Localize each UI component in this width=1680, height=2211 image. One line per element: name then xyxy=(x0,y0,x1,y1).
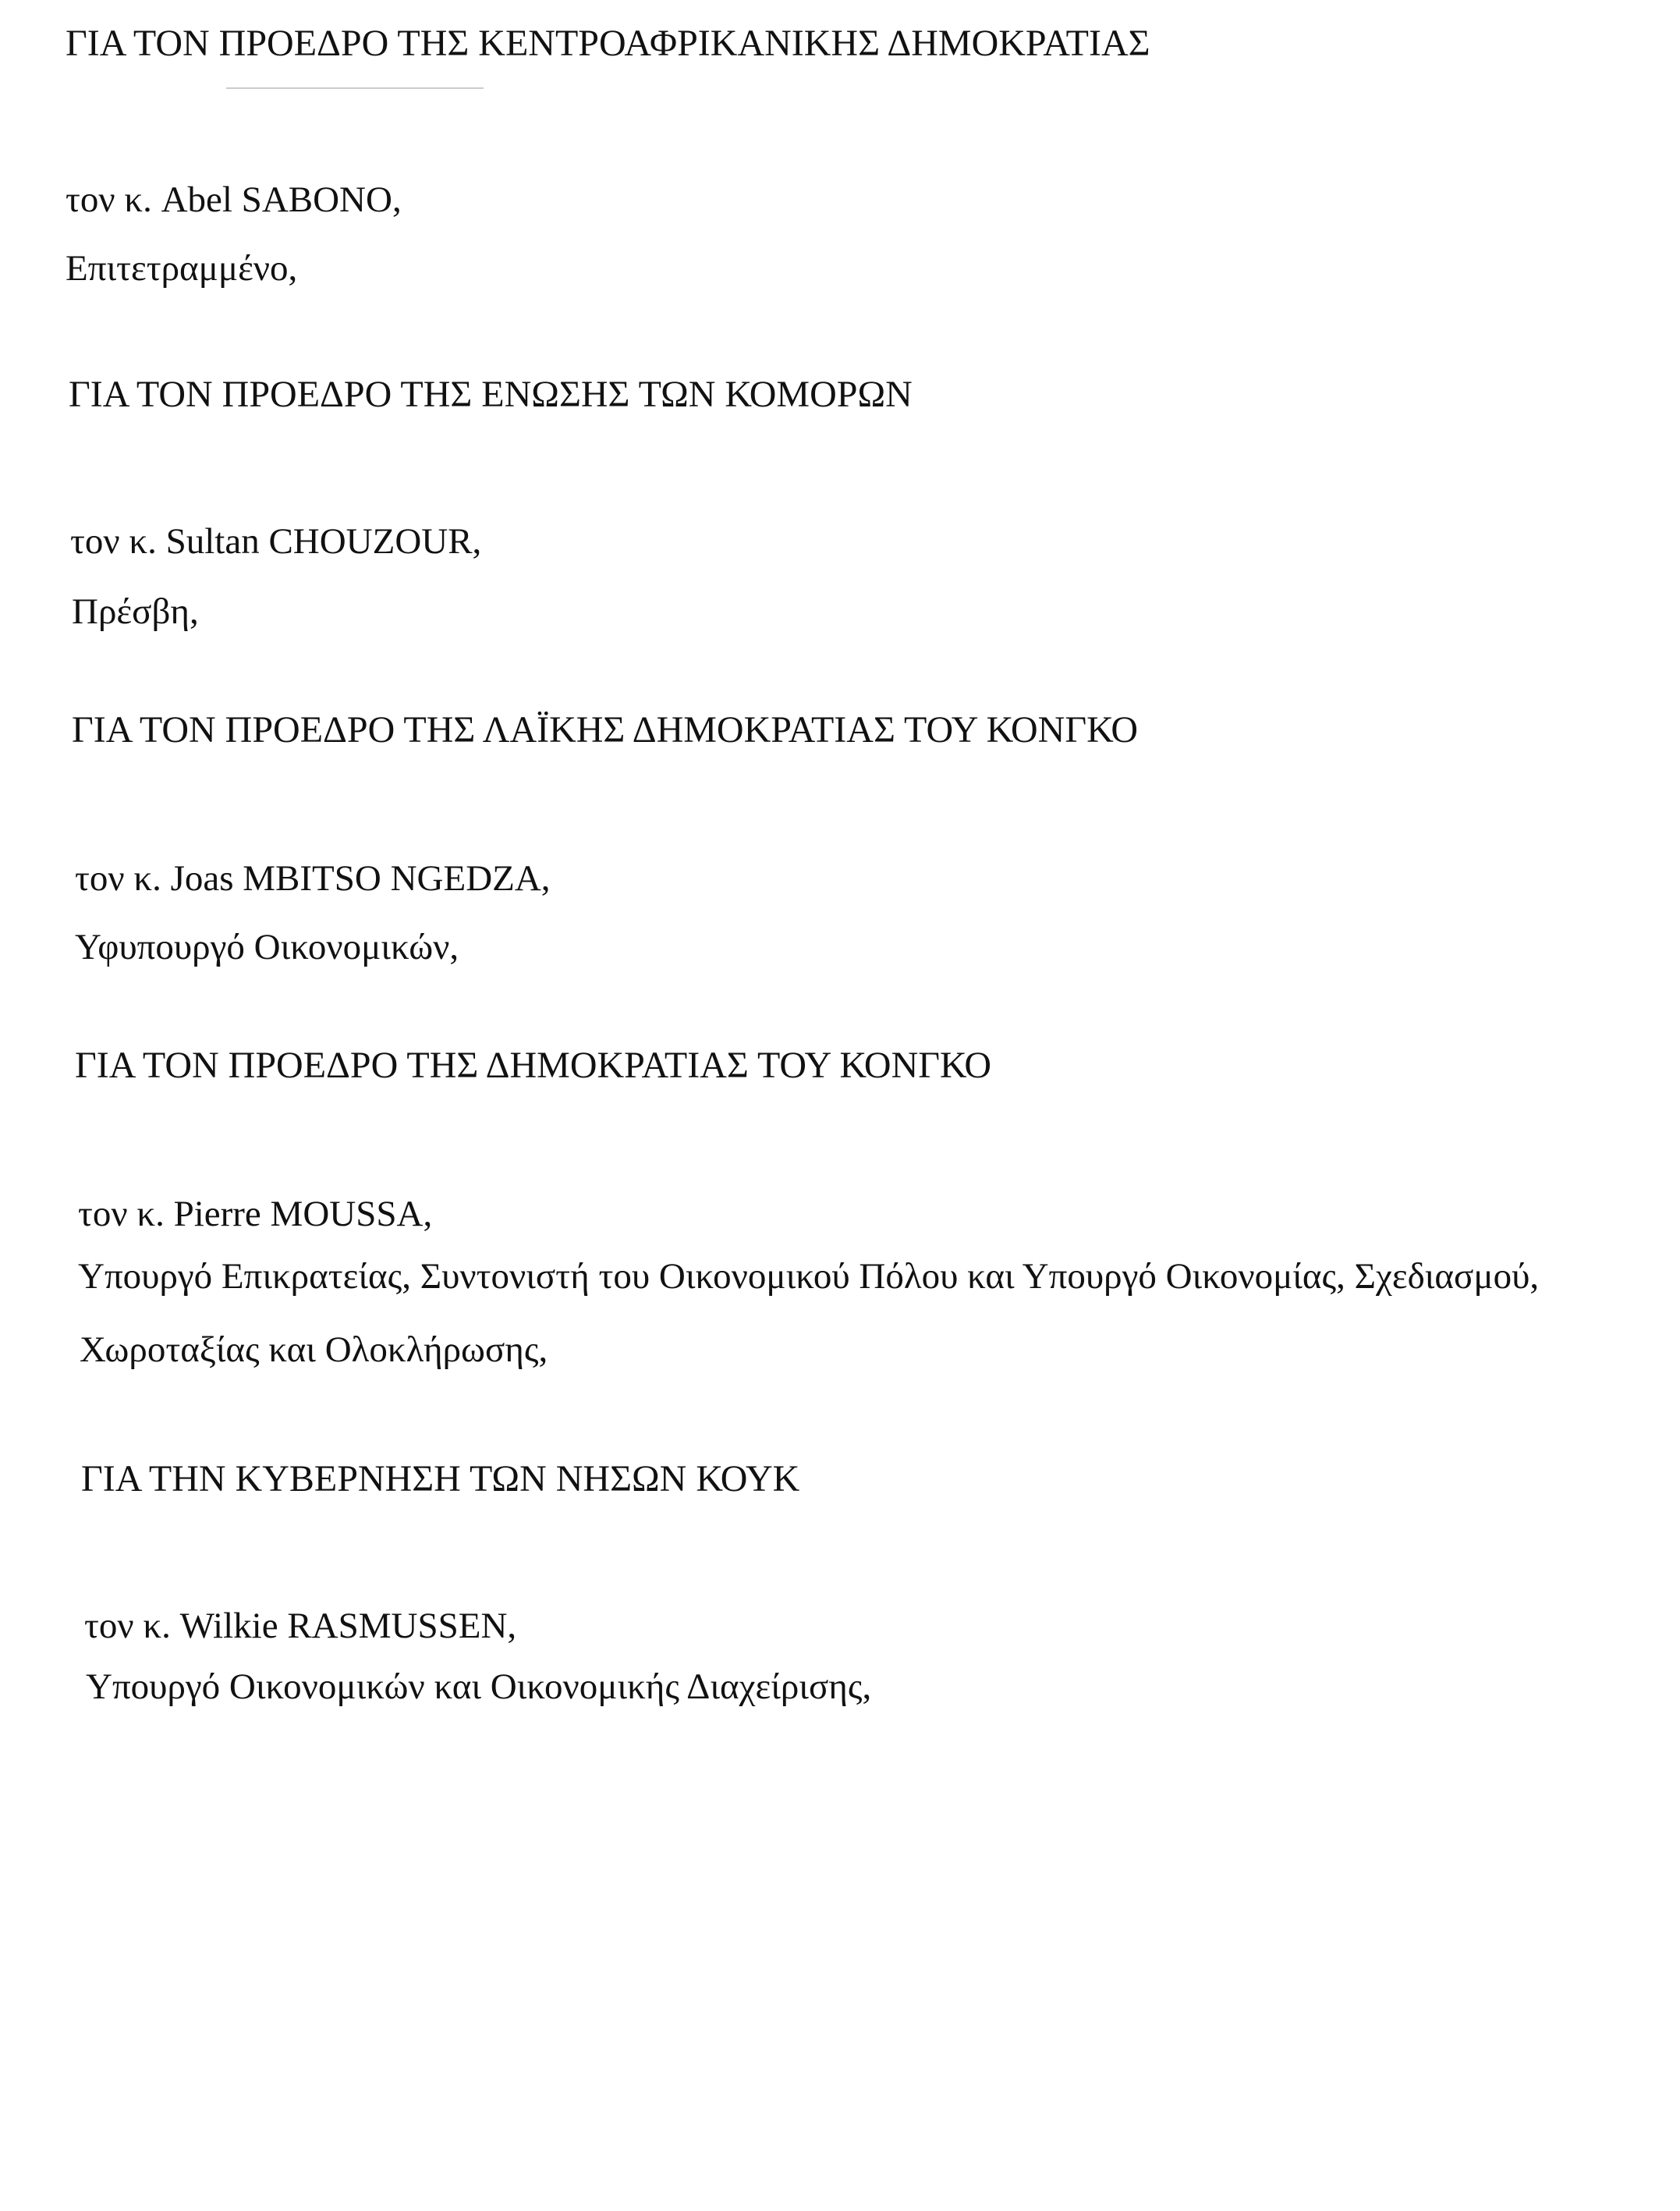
signatory-title-continued: Χωροταξίας και Ολοκλήρωσης, xyxy=(80,1329,548,1370)
signatory-name: τον κ. Abel SABONO, xyxy=(66,179,402,220)
signatory-title: Υπουργό Επικρατείας, Συντονιστή του Οικονομικού Πόλου και Υπουργό Οικονομίας, Σχεδιασμού, xyxy=(78,1256,1540,1297)
section-heading-central-african-republic: ΓΙΑ ΤΟΝ ΠΡΟΕΔΡΟ ΤΗΣ ΚΕΝΤΡΟΑΦΡΙΚΑΝΙΚΗΣ ΔΗΜΟΚΡΑΤΙΑΣ xyxy=(66,23,1150,64)
signatory-name: τον κ. Joas MBITSO NGEDZA, xyxy=(75,858,551,899)
signatory-name: τον κ. Sultan CHOUZOUR, xyxy=(70,521,482,562)
section-heading-democratic-republic-of-congo: ΓΙΑ ΤΟΝ ΠΡΟΕΔΡΟ ΤΗΣ ΛΑΪΚΗΣ ΔΗΜΟΚΡΑΤΙΑΣ ΤΟΥ ΚΟΝΓΚΟ xyxy=(72,709,1139,751)
section-heading-cook-islands: ΓΙΑ ΤΗΝ ΚΥΒΕΡΝΗΣΗ ΤΩΝ ΝΗΣΩΝ ΚΟΥΚ xyxy=(81,1458,800,1499)
scan-artifact xyxy=(226,87,484,89)
signatory-title: Επιτετραμμένο, xyxy=(66,248,298,289)
signatory-name: τον κ. Pierre MOUSSA, xyxy=(78,1194,433,1234)
signatory-name: τον κ. Wilkie RASMUSSEN, xyxy=(84,1606,517,1646)
signatory-title: Πρέσβη, xyxy=(72,591,199,632)
signatory-title: Υπουργό Οικονομικών και Οικονομικής Διαχείρισης, xyxy=(86,1666,872,1707)
section-heading-republic-of-congo: ΓΙΑ ΤΟΝ ΠΡΟΕΔΡΟ ΤΗΣ ΔΗΜΟΚΡΑΤΙΑΣ ΤΟΥ ΚΟΝΓΚΟ xyxy=(75,1045,992,1086)
section-heading-comoros: ΓΙΑ ΤΟΝ ΠΡΟΕΔΡΟ ΤΗΣ ΕΝΩΣΗΣ ΤΩΝ ΚΟΜΟΡΩΝ xyxy=(69,374,913,415)
signatory-title: Υφυπουργό Οικονομικών, xyxy=(75,927,459,967)
